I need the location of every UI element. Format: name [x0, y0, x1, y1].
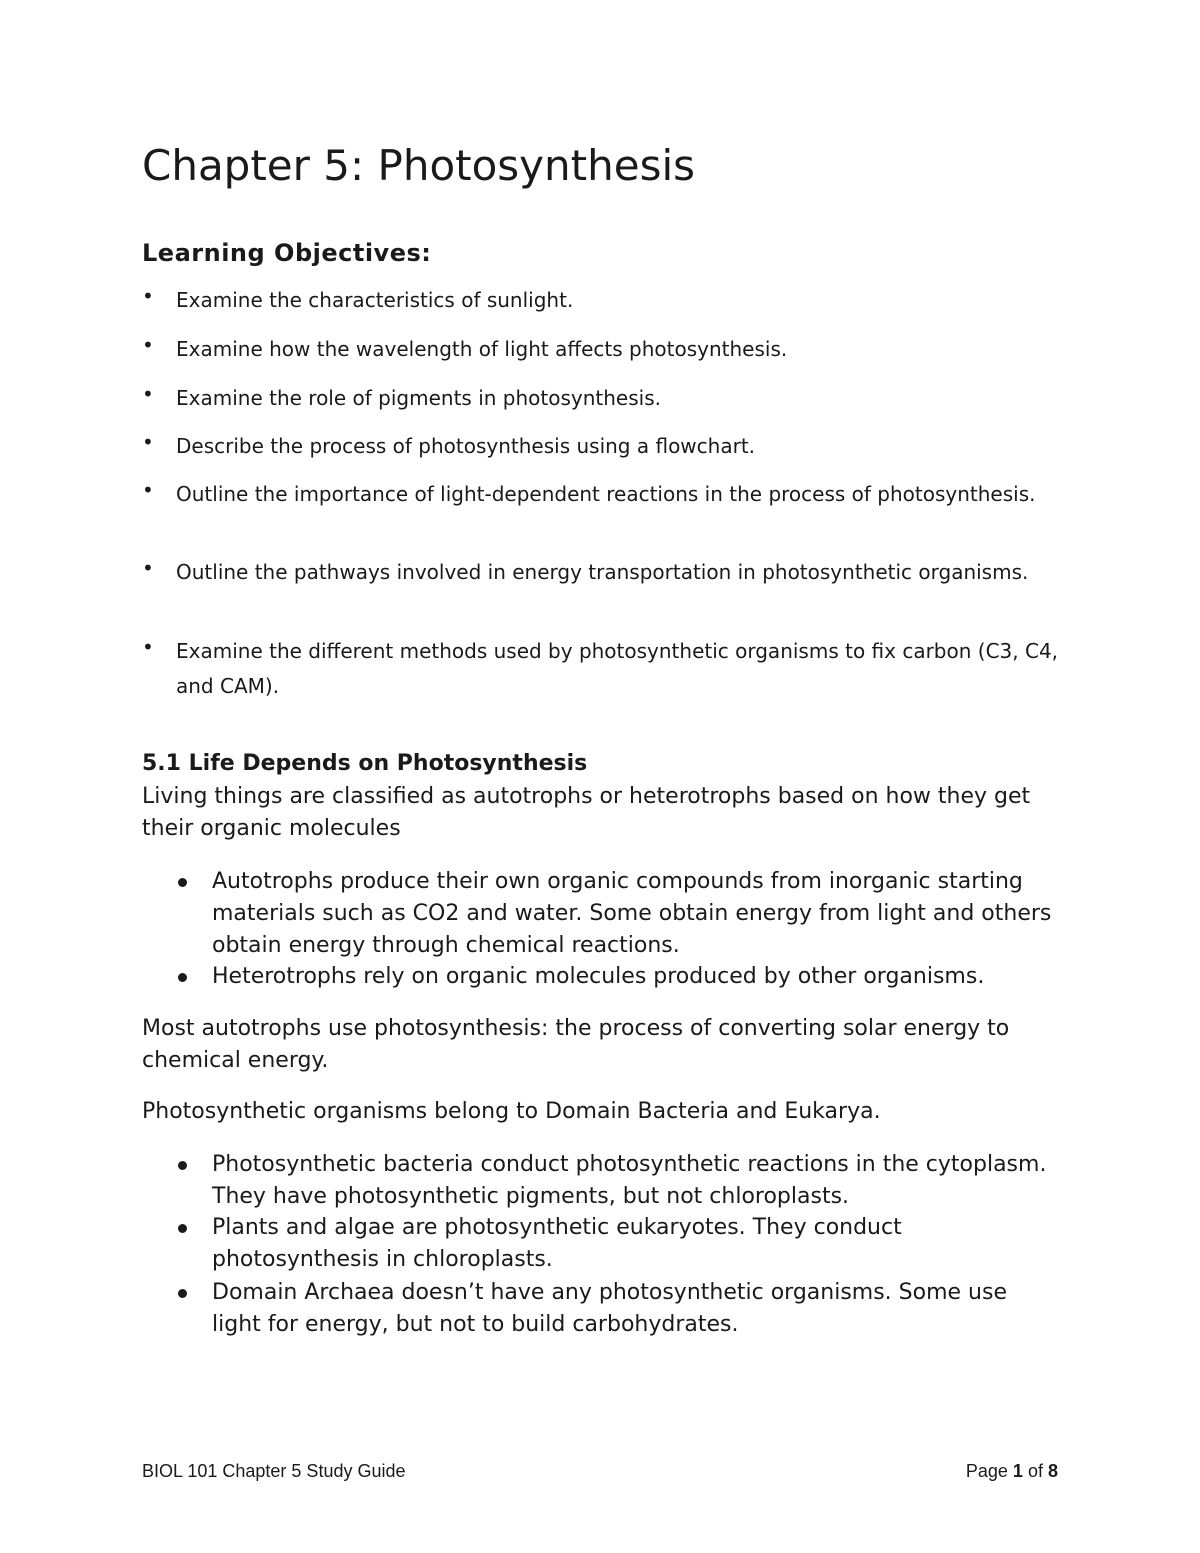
objective-text: Describe the process of photosynthesis using a flowchart.	[176, 434, 756, 458]
bullet-dot-icon	[178, 878, 187, 887]
objective-text: Examine how the wavelength of light affects photosynthesis.	[176, 337, 788, 361]
list-item-text: Domain Archaea doesn’t have any photosynthetic organisms. Some use light for energy, but not to build carbohydrates.	[212, 1280, 1007, 1337]
objective-item	[142, 634, 1082, 704]
objective-text: Outline the pathways involved in energy transportation in photosynthetic organisms.	[176, 560, 1029, 584]
objectives-heading: Learning Objectives:	[142, 239, 432, 267]
page-title: Chapter 5: Photosynthesis	[142, 141, 696, 190]
objective-text: Examine the different methods used by photosynthetic organisms to fix carbon (C3, C4, and CAM).	[176, 639, 1059, 698]
objective-text: Outline the importance of light-dependent reactions in the process of photosynthesis.	[176, 482, 1036, 506]
page-of: of	[1027, 1461, 1043, 1481]
paragraph: Most autotrophs use photosynthesis: the process of converting solar energy to chemical energy.	[142, 1016, 1010, 1073]
objective-item	[142, 429, 1082, 464]
list-item-text: Heterotrophs rely on organic molecules produced by other organisms.	[212, 964, 985, 989]
list-item-text: Photosynthetic bacteria conduct photosynthetic reactions in the cytoplasm. They have photosynthetic pigments, but not chloroplasts.	[212, 1152, 1047, 1209]
bullet-dot-icon	[178, 973, 187, 982]
footer-course-label: BIOL 101 Chapter 5 Study Guide	[142, 1461, 406, 1481]
section-heading: 5.1 Life Depends on Photosynthesis	[142, 751, 588, 776]
bullet-dot-icon	[178, 1289, 187, 1298]
page-current: 1	[1012, 1461, 1023, 1481]
page-word: Page	[965, 1461, 1008, 1481]
bullet-icon: •	[142, 635, 154, 659]
list-item	[178, 1212, 1058, 1276]
bullet-icon: •	[142, 478, 154, 502]
bullet-dot-icon	[178, 1161, 187, 1170]
page-total: 8	[1047, 1461, 1058, 1481]
objective-item	[142, 381, 1082, 416]
bullet-icon: •	[142, 382, 154, 406]
objective-item	[142, 477, 1082, 512]
footer-page-number	[966, 1459, 1058, 1483]
bullet-icon: •	[142, 284, 154, 308]
intro-paragraph: Living things are classified as autotrophs or heterotrophs based on how they get their organic molecules	[142, 784, 1031, 841]
list-item	[178, 1277, 1058, 1341]
bullet-icon: •	[142, 430, 154, 454]
bullet-icon: •	[142, 333, 154, 357]
bullet-icon: •	[142, 556, 154, 580]
list-item	[178, 866, 1058, 962]
list-item-text: Plants and algae are photosynthetic eukaryotes. They conduct photosynthesis in chloroplasts.	[212, 1215, 902, 1272]
list-item	[178, 1149, 1058, 1213]
objective-item	[142, 332, 1082, 367]
paragraph: Photosynthetic organisms belong to Domain Bacteria and Eukarya.	[142, 1099, 881, 1124]
objective-text: Examine the role of pigments in photosynthesis.	[176, 386, 661, 410]
objective-item	[142, 283, 1082, 318]
objective-item	[142, 555, 1082, 590]
list-item	[178, 961, 1058, 993]
list-item-text: Autotrophs produce their own organic compounds from inorganic starting materials such as CO2 and water. Some obtain energy from light and others obtain energy through chemical reactions.	[212, 869, 1052, 958]
objective-text: Examine the characteristics of sunlight.	[176, 288, 574, 312]
bullet-dot-icon	[178, 1224, 187, 1233]
